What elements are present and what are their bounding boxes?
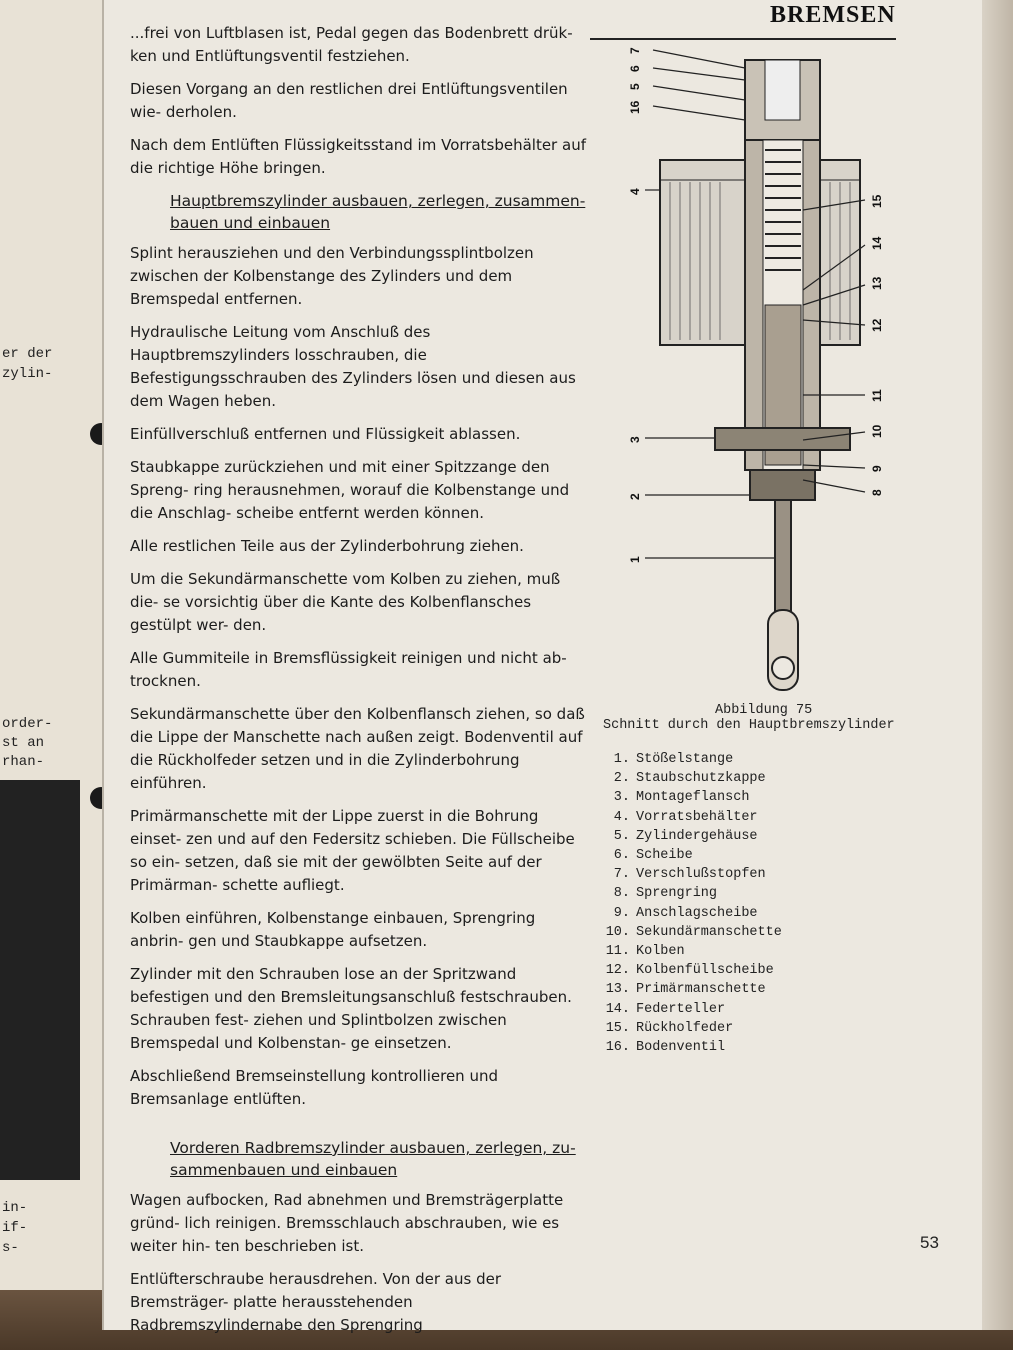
paragraph: Splint herausziehen und den Verbindungssplintbolzen zwischen der Kolbenstange des Zylinders und dem Bremspedal entfernen. [130,244,534,308]
list-item: 12. Kolbenfüllscheibe [605,963,774,979]
paragraph: Wagen aufbocken, Rad abnehmen und Bremsträgerplatte gründ- lich reinigen. Bremsschlauch abschrauben, wie es weiter hin- ten beschrieben ist. [130,1191,564,1255]
paragraph: Alle Gummiteile in Bremsflüssigkeit reinigen und nicht ab- trocknen. [130,649,567,690]
paragraph: Primärmanschette mit der Lippe zuerst in die Bohrung einset- zen und auf den Federsitz schieben. Die Füllscheibe so ein- setzen, daß sie mit der gewölbten Seite auf der Primärman- schette aufliegt. [130,807,575,894]
left-page-photo [0,780,80,1180]
page-number: 53 [920,1233,939,1252]
list-item: 13. Primärmanschette [605,982,766,998]
callout-label: 5 [628,83,642,90]
list-item: 9. Anschlagscheibe [613,905,758,921]
callout-label: 1 [628,556,642,563]
paragraph: Entlüfterschraube herausdrehen. Von der aus der Bremsträger- platte herausstehenden Radbremszylindernabe den Sprengring [130,1270,502,1334]
paragraph: Alle restlichen Teile aus der Zylinderbohrung ziehen. [130,537,524,555]
section-header: BREMSEN [770,2,896,28]
callout-label: 10 [870,424,884,438]
list-item: 16. Bodenventil [605,1040,726,1056]
paragraph: Einfüllverschluß entfernen und Flüssigkeit ablassen. [130,425,521,443]
section-heading: Vorderen Radbremszylinder ausbauen, zerlegen, zu- sammenbauen und einbauen [170,1139,576,1179]
brake-cylinder-cross-section-figure [625,40,895,700]
paragraph: Nach dem Entlüften Flüssigkeitsstand im Vorratsbehälter auf die richtige Höhe bringen. [130,136,586,177]
list-item: 11. Kolben [605,944,685,960]
list-item: 14. Federteller [605,1001,726,1017]
list-item: 7. Verschlußstopfen [613,867,766,883]
list-item: 15. Rückholfeder [605,1020,734,1036]
paragraph: Abschließend Bremseinstellung kontrollieren und Bremsanlage entlüften. [130,1067,498,1108]
figure-caption [603,703,933,733]
callout-label: 6 [628,65,642,72]
callout-label: 4 [628,188,642,195]
list-item: 4. Vorratsbehälter [613,809,758,825]
paragraph: Um die Sekundärmanschette vom Kolben zu ziehen, muß die- se vorsichtig über die Kante des Kolbenflansches gestülpt wer- den. [130,570,561,634]
paragraph: ...frei von Luftblasen ist, Pedal gegen das Bodenbrett drük- ken und Entlüftungsventil festziehen. [130,24,573,65]
paragraph: Hydraulische Leitung vom Anschluß des Hauptbremszylinders losschrauben, die Befestigungsschrauben des Zylinders lösen und diesen aus dem Wagen heben. [130,323,576,410]
figure-title: Schnitt durch den Hauptbremszylinder [603,718,895,733]
paragraph: Sekundärmanschette über den Kolbenflansch ziehen, so daß die Lippe der Manschette nach außen zeigt. Bodenventil auf die Rückholfeder setzen und in die Zylinderbohrung einführen. [130,705,585,792]
left-page-fragment: zylin- [2,366,53,382]
list-item: 10. Sekundärmanschette [605,924,782,940]
left-page-fragment: er der [2,346,53,362]
left-page-fragment: s- [2,1240,19,1256]
list-item: 2. Staubschutzkappe [613,771,766,787]
callout-label: 7 [628,47,642,54]
callout-label: 8 [870,489,884,496]
paragraph: Staubkappe zurückziehen und mit einer Spitzzange den Spreng- ring herausnehmen, worauf die Kolbenstange und die Anschlag- scheibe entfernt werden können. [130,458,570,522]
left-page-fragment: st an [2,735,45,751]
callout-label: 14 [870,236,884,250]
main-text-column [130,22,588,1347]
left-page-fragment: order- [2,716,53,732]
list-item: 6. Scheibe [613,848,693,864]
paragraph: Kolben einführen, Kolbenstange einbauen, Sprengring anbrin- gen und Staubkappe aufsetzen. [130,909,536,950]
list-item: 5. Zylindergehäuse [613,828,758,844]
section-heading: Hauptbremszylinder ausbauen, zerlegen, zusammen- bauen und einbauen [170,192,586,232]
callout-label: 12 [870,318,884,332]
callout-label: 3 [628,436,642,443]
paragraph: Diesen Vorgang an den restlichen drei Entlüftungsventilen wie- derholen. [130,80,568,121]
callout-label: 2 [628,493,642,500]
callout-label: 16 [628,100,642,114]
callout-label: 9 [870,465,884,472]
list-item: 3. Montageflansch [613,790,750,806]
figure-number: Abbildung 75 [715,703,813,718]
left-page [0,0,100,1290]
callout-label: 11 [870,389,884,402]
parts-legend [602,750,782,1057]
page-edge [982,0,1013,1330]
paragraph: Zylinder mit den Schrauben lose an der Spritzwand befestigen und den Bremsleitungsanschluß festschrauben. Schrauben fest- ziehen und Splintbolzen zwischen Bremspedal und Kolbenstan- ge einsetzen. [130,965,572,1052]
callout-label: 13 [870,276,884,290]
callout-label: 15 [870,194,884,208]
left-page-fragment: if- [2,1220,28,1236]
left-page-fragment: rhan- [2,754,45,770]
list-item: 1. Stößelstange [613,752,734,767]
left-page-fragment: in- [2,1200,28,1216]
list-item: 8. Sprengring [613,886,718,902]
